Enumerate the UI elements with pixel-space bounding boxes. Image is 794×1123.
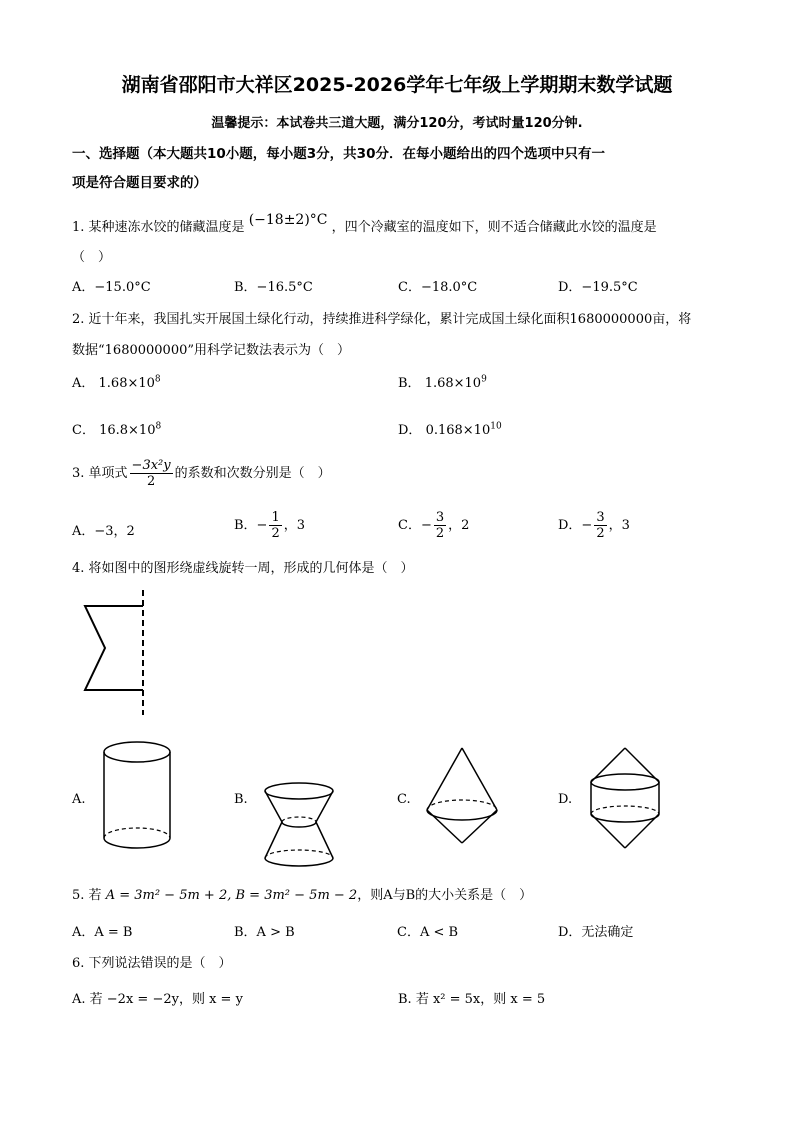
q2-option-d-mantissa: 0.168×10 xyxy=(425,423,491,438)
q3-option-c-denominator: 2 xyxy=(435,526,445,541)
q3-option-b-post: ，3 xyxy=(283,518,306,533)
monomial-denominator: 2 xyxy=(146,474,156,489)
q2-option-a-label: A． xyxy=(72,376,95,391)
question-5 xyxy=(72,884,532,903)
q2-option-b[interactable] xyxy=(398,372,487,391)
q3-option-c-numerator: 3 xyxy=(435,510,445,525)
q4-option-c-label[interactable]: C. xyxy=(397,792,411,807)
q2-option-c-label: C． xyxy=(72,423,95,438)
q3-option-d[interactable] xyxy=(558,510,630,541)
q2-option-b-label: B． xyxy=(398,376,421,391)
q3-option-d-denominator: 2 xyxy=(596,526,605,541)
question-3-pre: 3. 单项式 xyxy=(72,466,128,481)
q3-option-c-label: C．− xyxy=(398,518,432,533)
question-5-expression: A = 3m² − 5m + 2, B = 3m² − 5m − 2 xyxy=(105,888,358,903)
q2-option-d-exponent: 10 xyxy=(490,421,502,432)
question-5-post: ，则A与B的大小关系是（ ） xyxy=(357,888,533,903)
page-title: 湖南省邵阳市大祥区2025-2026学年七年级上学期期末数学试题 xyxy=(121,74,673,96)
q3-option-b-denominator: 2 xyxy=(271,526,280,541)
q5-option-c[interactable]: C．A < B xyxy=(397,925,459,940)
question-1-temperature: (−18±2)°C xyxy=(248,212,328,228)
question-1-answer-paren: （ ） xyxy=(72,250,112,265)
q3-option-b-fraction xyxy=(269,510,281,541)
q2-option-d[interactable] xyxy=(398,419,502,438)
double-frustum-shape[interactable] xyxy=(262,780,342,870)
question-6: 6. 下列说法错误的是（ ） xyxy=(72,956,232,971)
q1-option-b[interactable]: B．−16.5°C xyxy=(234,280,313,295)
q3-option-c-fraction xyxy=(434,510,446,541)
q2-option-c-exponent: 8 xyxy=(155,421,162,432)
exam-tip: 温馨提示：本试卷共三道大题，满分120分，考试时量120分钟. xyxy=(211,116,583,131)
rotation-figure xyxy=(75,590,155,720)
q4-option-d-label[interactable]: D. xyxy=(558,792,573,807)
section-heading-line1: 一、选择题（本大题共10小题，每小题3分，共30分．在每小题给出的四个选项中只有一 xyxy=(72,146,605,162)
q3-option-c-post: ，2 xyxy=(448,518,470,533)
q6-option-a[interactable]: A. 若 −2x = −2y，则 x = y xyxy=(72,992,243,1007)
q3-option-d-post: ，3 xyxy=(608,518,630,533)
q2-option-c-mantissa: 16.8×10 xyxy=(99,423,156,438)
q2-option-a-exponent: 8 xyxy=(154,374,161,385)
q5-option-d[interactable]: D．无法确定 xyxy=(558,925,634,940)
monomial-fraction xyxy=(130,458,173,489)
question-1 xyxy=(72,212,657,235)
q3-option-c[interactable] xyxy=(398,510,469,541)
q2-option-c[interactable] xyxy=(72,419,161,438)
monomial-numerator: −3x²y xyxy=(131,458,171,473)
q1-option-a[interactable]: A．−15.0°C xyxy=(72,280,151,295)
q3-option-a[interactable]: A．−3，2 xyxy=(72,524,135,539)
q3-option-d-fraction xyxy=(594,510,606,541)
q5-option-a[interactable]: A．A = B xyxy=(72,925,133,940)
cone-cylinder-cone-shape[interactable] xyxy=(587,746,667,856)
question-1-post: ，四个冷藏室的温度如下，则不适合储藏此水饺的温度是 xyxy=(331,220,657,235)
question-4: 4. 将如图中的图形绕虚线旋转一周，形成的几何体是（ ） xyxy=(72,561,414,576)
double-cone-shape[interactable] xyxy=(424,746,504,856)
q1-option-d[interactable]: D．−19.5°C xyxy=(558,280,638,295)
section-heading-line2: 项是符合题目要求的） xyxy=(72,175,207,191)
q2-option-a-mantissa: 1.68×10 xyxy=(98,376,155,391)
question-5-pre: 5. 若 xyxy=(72,888,102,903)
q2-option-b-mantissa: 1.68×10 xyxy=(424,376,482,391)
cylinder-shape[interactable] xyxy=(100,738,180,858)
question-3 xyxy=(72,458,331,489)
question-2-line1: 2. 近十年来，我国扎实开展国土绿化行动，持续推进科学绿化，累计完成国土绿化面积1680000000亩，将 xyxy=(72,312,692,327)
q2-option-d-label: D． xyxy=(398,423,422,438)
q4-option-b-label[interactable]: B. xyxy=(234,792,248,807)
q1-option-c[interactable]: C．−18.0°C xyxy=(398,280,478,295)
q5-option-b[interactable]: B．A > B xyxy=(234,925,295,940)
q3-option-b-numerator: 1 xyxy=(271,510,280,525)
q3-option-b[interactable] xyxy=(234,510,305,541)
question-2-line2: 数据“1680000000”用科学记数法表示为（ ） xyxy=(72,343,351,358)
q3-option-d-numerator: 3 xyxy=(596,510,605,525)
question-1-pre: 1. 某种速冻水饺的储藏温度是 xyxy=(72,220,245,235)
q6-option-b[interactable]: B. 若 x² = 5x，则 x = 5 xyxy=(398,992,546,1007)
q4-option-a-label[interactable]: A. xyxy=(72,792,86,807)
q3-option-b-label: B．− xyxy=(234,518,268,533)
question-3-post: 的系数和次数分别是（ ） xyxy=(174,466,331,481)
q2-option-b-exponent: 9 xyxy=(481,374,487,385)
q2-option-a[interactable] xyxy=(72,372,161,391)
q3-option-d-label: D．− xyxy=(558,518,593,533)
